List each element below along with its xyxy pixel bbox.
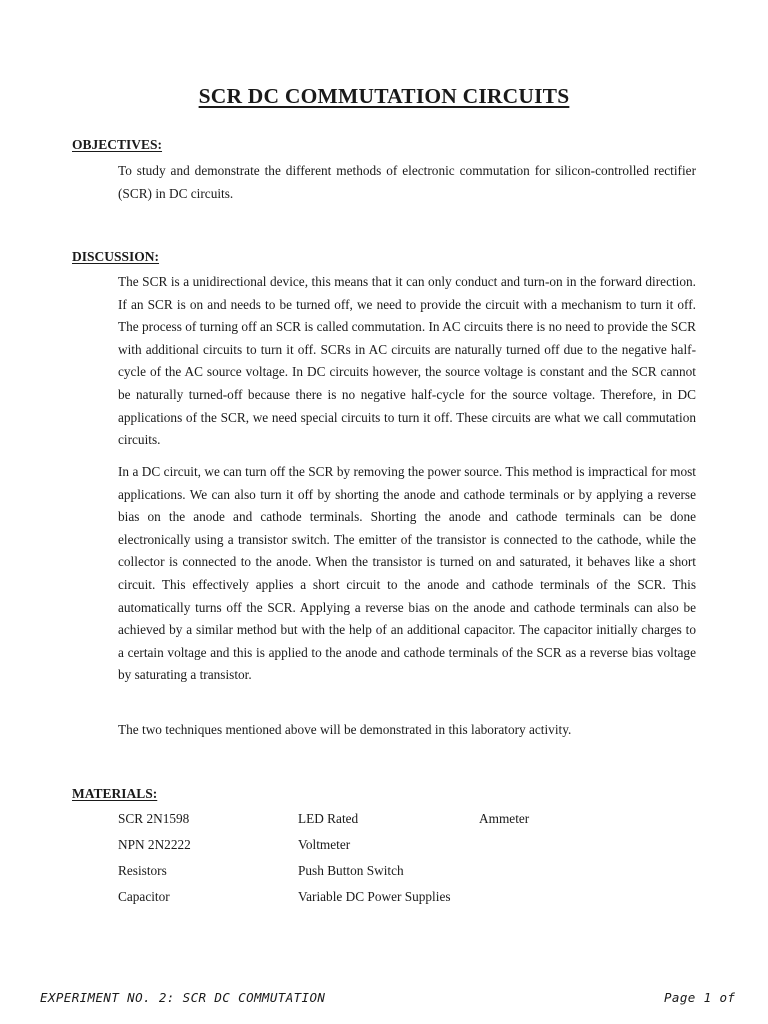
footer-experiment-label: EXPERIMENT NO. 2: SCR DC COMMUTATION [40,990,326,1005]
material-item: Ammeter [479,811,530,826]
discussion-paragraph-2: In a DC circuit, we can turn off the SCR by removing the power source. This method is impractical for most applications. We can also turn it off by shorting the anode and cathode terminals or by applying a reverse bias on the anode and cathode terminals. Shorting the anode and cathode terminals can be done electronically using a transistor switch. The emitter of the transistor is connected to the cathode, while the collector is connected to the anode. When the transistor is turned on and saturated, it behaves like a short circuit. This effectively applies a short circuit to the anode and cathode terminals of the SCR. This automatically turns off the SCR. Applying a reverse bias on the anode and cathode terminals can also be achieved by a similar method but with the help of an additional capacitor. The capacitor initially charges to a certain voltage and this is applied to the anode and cathode terminals of the SCR as a reverse bias voltage by saturating a transistor. [118,464,696,683]
objectives-heading: OBJECTIVES: [72,137,163,152]
material-item: Capacitor [118,889,170,904]
footer-divider [0,980,768,981]
material-item: Push Button Switch [298,863,404,878]
discussion-paragraph-1: The SCR is a unidirectional device, this means that it can only conduct and turn-on in the forward direction. If an SCR is on and needs to be turned off, we need to provide the circuit with a mechanism to turn it off. The process of turning off an SCR is called commutation. In AC circuits there is no need to provide the SCR with additional circuits to turn it off. SCRs in AC circuits are naturally turned off due to the negative half-cycle of the AC source voltage. In DC circuits however, the source voltage is constant and the SCR cannot be naturally turned-off because there is no negative half-cycle for the source voltage. Therefore, in DC applications of the SCR, we need special circuits to turn it off. These circuits are what we call commutation circuits. [118,274,696,448]
material-item: NPN 2N2222 [118,837,191,852]
objectives-text: To study and demonstrate the different methods of electronic commutation for silicon-controlled rectifier (SCR) in DC circuits. [118,163,696,201]
page-title: SCR DC COMMUTATION CIRCUITS [198,84,570,108]
material-item: Resistors [118,863,167,878]
materials-heading: MATERIALS: [72,786,158,801]
footer-page-number: Page 1 of [664,990,736,1005]
discussion-paragraph-3: The two techniques mentioned above will be demonstrated in this laboratory activity. [118,722,572,737]
material-item: SCR 2N1598 [118,811,190,826]
material-item: Voltmeter [298,837,351,852]
material-item: Variable DC Power Supplies [298,889,451,904]
discussion-heading: DISCUSSION: [72,249,160,264]
material-item: LED Rated [298,811,359,826]
